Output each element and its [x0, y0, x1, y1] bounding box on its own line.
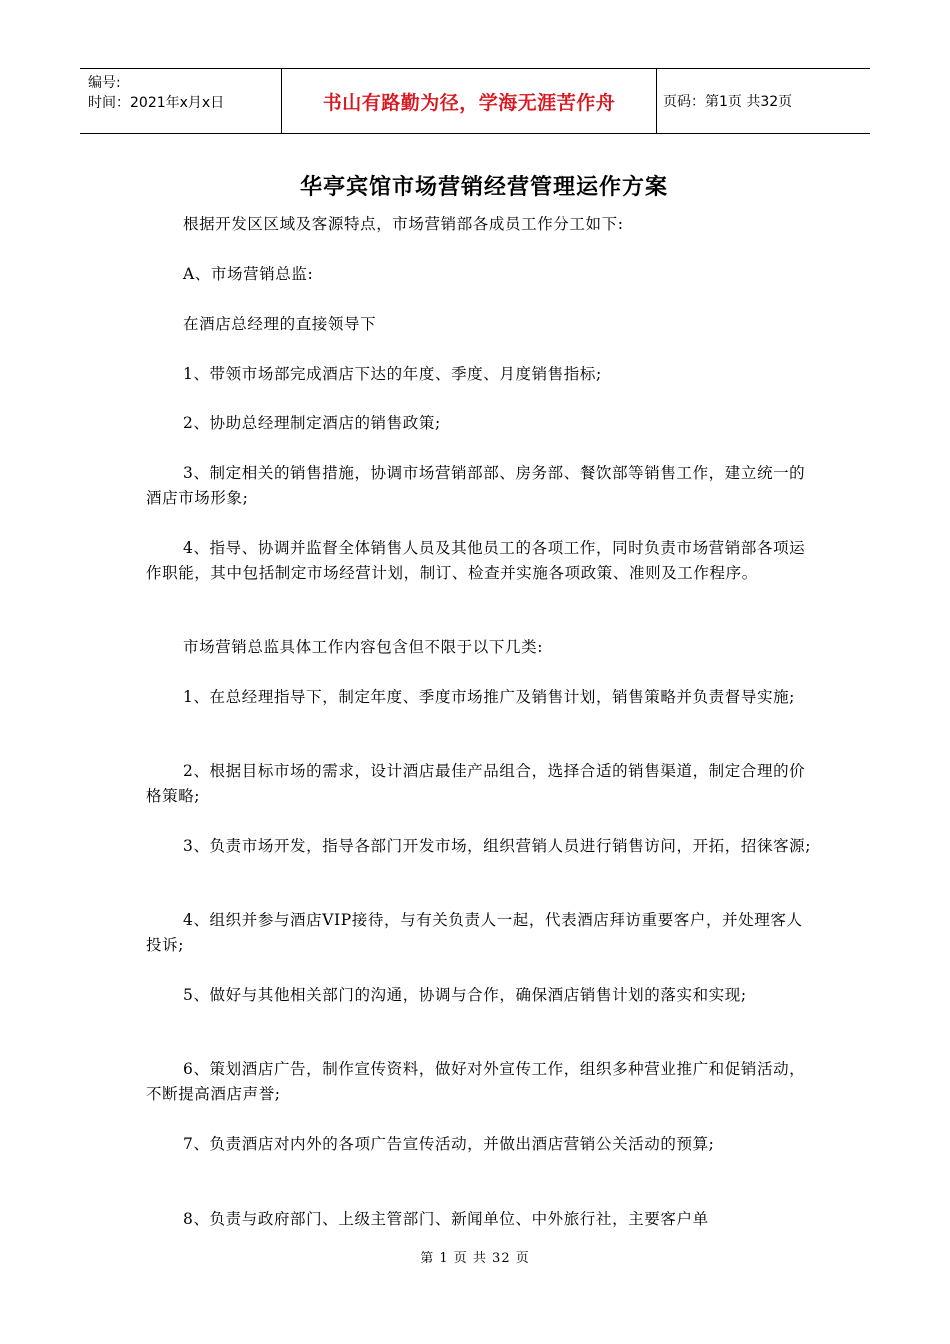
paragraph: 在酒店总经理的直接领导下	[183, 315, 377, 333]
paragraph: 1、带领市场部完成酒店下达的年度、季度、月度销售指标;	[183, 365, 602, 383]
paragraph: 4、指导、协调并监督全体销售人员及其他员工的各项工作，同时负责市场营销部各项运作职能，其中包括制定市场经营计划，制订、检查并实施各项政策、准则及工作程序。	[146, 539, 806, 582]
paragraph: 5、做好与其他相关部门的沟通，协调与合作，确保酒店销售计划的落实和实现;	[183, 986, 747, 1004]
header-motto-cell	[282, 69, 657, 133]
document-date: 时间：2021年x月x日	[88, 95, 225, 111]
paragraph: 3、负责市场开发，指导各部门开发市场，组织营销人员进行销售访问，开拓，招徕客源;	[183, 837, 812, 855]
paragraph: 7、负责酒店对内外的各项广告宣传活动，并做出酒店营销公关活动的预算;	[183, 1135, 715, 1153]
paragraph: 3、制定相关的销售措施，协调市场营销部部、房务部、餐饮部等销售工作，建立统一的酒店市场形象;	[146, 464, 806, 507]
paragraph: A、市场营销总监:	[183, 265, 314, 283]
paragraph: 根据开发区区域及客源特点，市场营销部各成员工作分工如下:	[183, 215, 624, 233]
page-footer: 第 1 页 共 32 页	[420, 1251, 530, 1266]
paragraph: 8、负责与政府部门、上级主管部门、新闻单位、中外旅行社，主要客户单	[183, 1210, 709, 1228]
header-meta-cell	[80, 69, 282, 133]
header-motto: 书山有路勤为径，学海无涯苦作舟	[322, 91, 616, 114]
paragraph: 2、根据目标市场的需求，设计酒店最佳产品组合，选择合适的销售渠道，制定合理的价格策略;	[146, 762, 806, 805]
document-title: 华亭宾馆市场营销经营管理运作方案	[299, 175, 668, 200]
header-page-cell	[657, 69, 870, 133]
document-number-label: 编号:	[88, 75, 121, 91]
paragraph: 4、组织并参与酒店VIP接待，与有关负责人一起，代表酒店拜访重要客户，并处理客人投诉;	[146, 911, 803, 954]
document-header	[80, 68, 870, 134]
paragraph: 1、在总经理指导下，制定年度、季度市场推广及销售计划，销售策略并负责督导实施;	[183, 688, 795, 706]
header-page-info: 页码：第1页 共32页	[663, 94, 793, 110]
paragraph: 市场营销总监具体工作内容包含但不限于以下几类:	[183, 638, 544, 656]
paragraph: 6、策划酒店广告，制作宣传资料，做好对外宣传工作，组织多种营业推广和促销活动，不断提高酒店声誉;	[146, 1060, 806, 1103]
paragraph: 2、协助总经理制定酒店的销售政策;	[183, 414, 441, 432]
